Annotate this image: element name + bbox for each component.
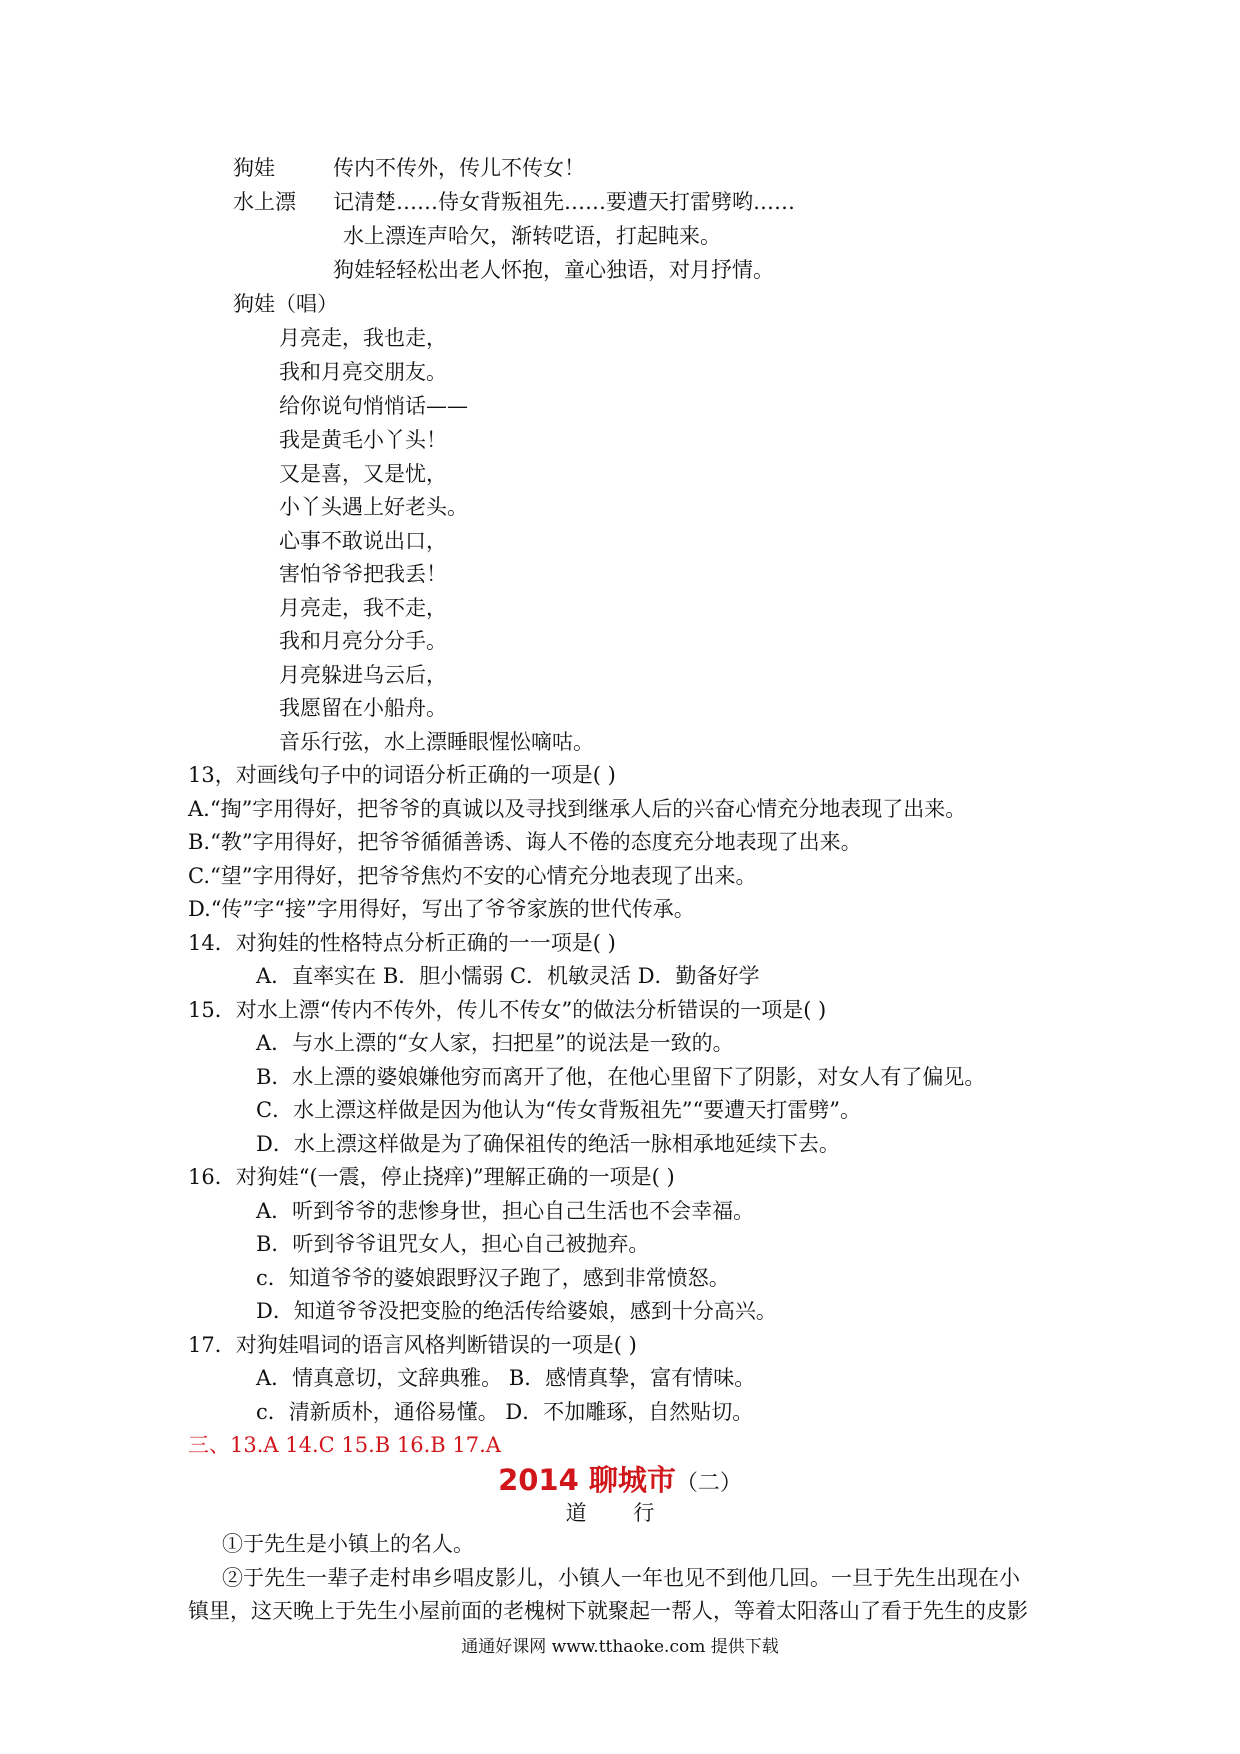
option-13b: B.“教”字用得好，把爷爷循循善诱、诲人不倦的态度充分地表现了出来。 [188,830,862,854]
page-footer: 通通好课网 www.tthaoke.com 提供下载 [461,1637,779,1657]
song-line: 又是喜，又是忧， [279,462,447,486]
paragraph-1: ①于先生是小镇上的名人。 [222,1532,474,1556]
question-17: 17．对狗娃唱词的语言风格判断错误的一项是( ) [188,1333,637,1357]
song-header: 狗娃（唱） [233,292,338,316]
song-line: 月亮走，我不走， [279,596,447,620]
option-16c: c．知道爷爷的婆娘跟野汉子跑了，感到非常愤怒。 [256,1266,730,1290]
song-line: 我和月亮交朋友。 [279,360,447,384]
question-14: 14．对狗娃的性格特点分析正确的一一项是( ) [188,931,616,955]
song-line: 小丫头遇上好老头。 [279,495,468,519]
option-13c: C.“望”字用得好，把爷爷焦灼不安的心情充分地表现了出来。 [188,864,757,888]
option-16a: A．听到爷爷的悲惨身世，担心自己生活也不会幸福。 [256,1199,755,1223]
song-line: 害怕爷爷把我丢！ [279,562,447,586]
article-title: 道 行 [565,1501,675,1525]
section-title-sub: （二） [675,1471,742,1496]
paragraph-2-line-1: ②于先生一辈子走村串乡唱皮影儿，小镇人一年也见不到他几回。一旦于先生出现在小 [222,1566,1020,1590]
question-15: 15．对水上漂“传内不传外，传儿不传女”的做法分析错误的一项是( ) [188,998,827,1022]
options-17ab: A．情真意切，文辞典雅。 B．感情真挚，富有情味。 [256,1366,756,1390]
option-15a: A．与水上漂的“女人家，扫把星”的说法是一致的。 [256,1031,734,1055]
dialogue-text: 记清楚……侍女背叛祖先……要遭天打雷劈哟…… [333,190,795,214]
song-line: 给你说句悄悄话—— [279,394,468,418]
song-line: 我愿留在小船舟。 [279,696,447,720]
song-line: 月亮躲进乌云后， [279,663,447,687]
option-15c: C．水上漂这样做是因为他认为“传女背叛祖先”“要遭天打雷劈”。 [256,1098,862,1122]
speaker: 狗娃 [233,156,275,180]
option-15d: D．水上漂这样做是为了确保祖传的绝活一脉相承地延续下去。 [256,1132,840,1156]
question-13: 13，对画线句子中的词语分析正确的一项是( ) [188,763,616,787]
option-13a: A.“掏”字用得好，把爷爷的真诚以及寻找到继承人后的兴奋心情充分地表现了出来。 [188,797,967,821]
song-line: 心事不敢说出口， [279,529,447,553]
dialogue-text: 传内不传外，传儿不传女！ [333,156,585,180]
option-16b: B．听到爷爷诅咒女人，担心自己被抛弃。 [256,1232,650,1256]
option-13d: D.“传”字“接”字用得好，写出了爷爷家族的世代传承。 [188,897,695,921]
section-title-main: 2014 聊城市 [498,1463,676,1497]
question-16: 16．对狗娃“(一震，停止挠痒)”理解正确的一项是( ) [188,1165,675,1189]
dialogue-line-1 [233,154,585,182]
speaker: 水上漂 [233,190,296,214]
song-line: 我是黄毛小丫头！ [279,428,447,452]
options-14: A．直率实在 B．胆小懦弱 C．机敏灵活 D．勤备好学 [256,964,760,988]
options-17cd: c．清新质朴，通俗易懂。 D．不加雕琢，自然贴切。 [256,1400,754,1424]
stage-direction: 音乐行弦，水上漂睡眼惺忪嘀咕。 [279,730,594,754]
song-line: 月亮走，我也走， [279,326,447,350]
stage-direction: 水上漂连声哈欠，渐转呓语，打起盹来。 [343,224,721,248]
section-title [0,1458,1240,1499]
option-16d: D．知道爷爷没把变脸的绝活传给婆娘，感到十分高兴。 [256,1299,777,1323]
paragraph-2-line-2: 镇里，这天晚上于先生小屋前面的老槐树下就聚起一帮人，等着太阳落山了看于先生的皮影 [188,1599,1028,1623]
stage-direction: 狗娃轻轻松出老人怀抱，童心独语，对月抒情。 [333,258,774,282]
option-15b: B．水上漂的婆娘嫌他穷而离开了他，在他心里留下了阴影，对女人有了偏见。 [256,1065,986,1089]
answer-key: 三、13.A 14.C 15.B 16.B 17.A [188,1433,501,1457]
song-line: 我和月亮分分手。 [279,629,447,653]
dialogue-line-2 [233,188,795,216]
